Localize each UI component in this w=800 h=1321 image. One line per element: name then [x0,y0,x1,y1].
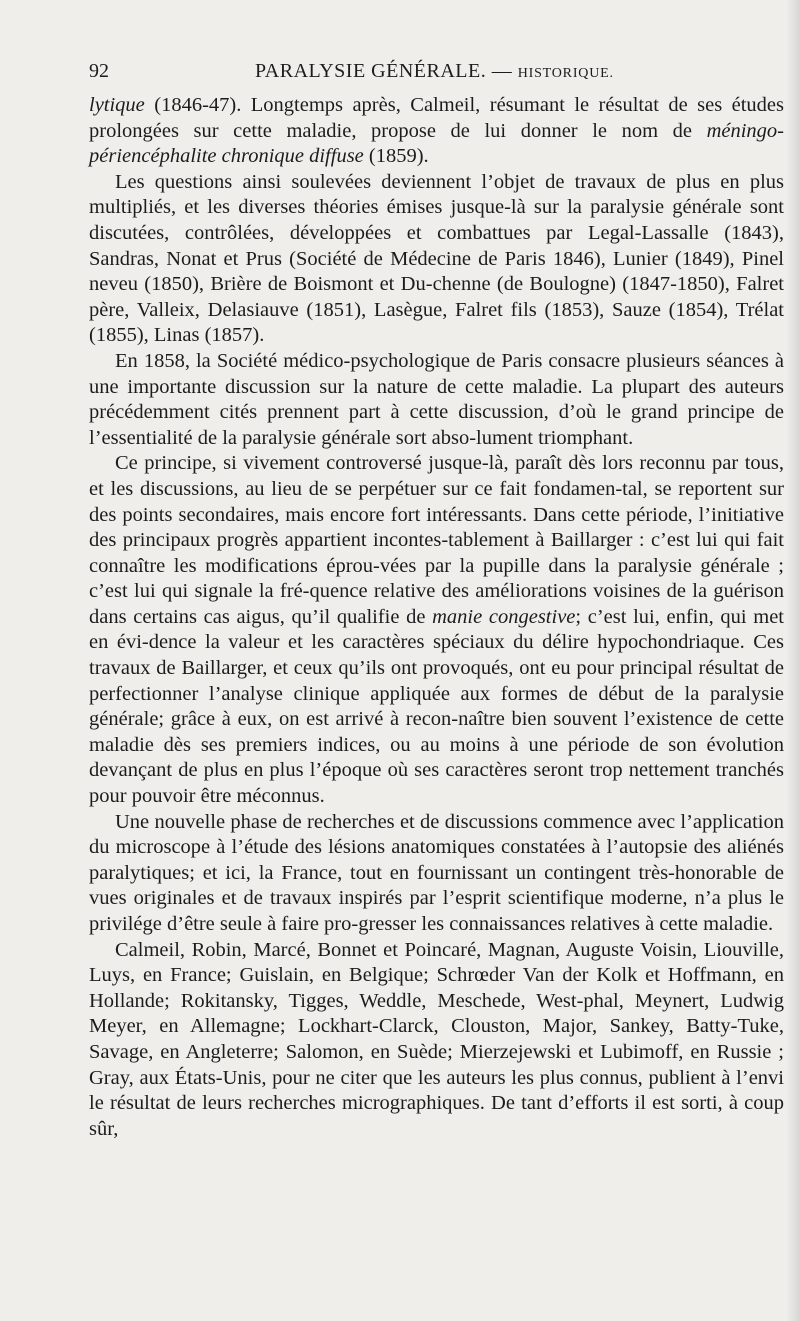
running-title-main: PARALYSIE GÉNÉRALE. [255,60,487,82]
paragraph-text: ; c’est lui, enfin, qui met en évi-dence la valeur et les caractères spéciaux du délire hypochondriaque. Ces travaux de Baillarger, et ceux qu’ils ont provoqués, ont eu pour principal résultat de perfectionner l’analyse clinique appliquée aux formes de début de la paralysie générale; grâce à eux, on est arrivé à recon-naître bien souvent l’existence de cette maladie dès ses premiers indices, ou au moins à une période de son évolution devançant de plus en plus l’époque où ses caractères seront trop nettement tranchés pour pouvoir être méconnus. [89,605,784,808]
italic-term: manie congestive [432,605,576,628]
paragraph-3: En 1858, la Société médico-psychologique de Paris consacre plusieurs séances à une importante discussion sur la nature de cette maladie. La plupart des auteurs précédemment cités prennent part à cette discussion, d’où le grand principe de l’essentialité de la paralysie générale sort abso-lument triomphant. [89,349,784,449]
running-title-sub: HISTORIQUE. [517,66,614,81]
italic-term: lytique [89,94,145,116]
paragraph-text: (1846-47). Longtemps après, Calmeil, résumant le résultat de ses études prolongées sur cette maladie, propose de lui donner le nom de [89,94,784,142]
italic-term: méningo-périencéphalite chronique diffuse [89,119,784,168]
paragraph-text: (1859). [363,145,429,168]
running-title [255,60,614,83]
paragraph-1 [89,93,784,170]
paragraph-5: Une nouvelle phase de recherches et de discussions commence avec l’application du microscope à l’étude des lésions anatomiques constatées à l’autopsie des aliénés paralytiques; et ici, la France, tout en fournissant un contingent très-honorable de vues originales et de travaux inspirés par l’esprit scientifique moderne, n’a plus le privilége d’être seule à faire pro-gresser les connaissances relatives à cette maladie. [89,810,784,935]
paragraph-4 [89,451,784,809]
paragraph-text: Ce principe, si vivement controversé jusque-là, paraît dès lors reconnu par tous, et les discussions, au lieu de se perpétuer sur ce fait fondamen-tal, se reportent sur des points secondaires, mais encore fort intéressants. Dans cette période, l’initiative des principaux progrès appartient incontes-tablement à Baillarger : c’est lui qui fait connaître les modifications éprou-vées par la pupille dans la paralysie générale ; c’est lui qui signale la fré-quence relative des améliorations voisines de la guérison dans certains cas aigus, qu’il qualifie de [89,452,784,628]
running-title-dash: — [491,60,513,82]
paragraph-2: Les questions ainsi soulevées deviennent l’objet de travaux de plus en plus multipliés, et les diverses théories émises jusque-là sur la paralysie générale sont discutées, contrôlées, développées et combattues par Legal-Lassalle (1843), Sandras, Nonat et Prus (Société de Médecine de Paris 1846), Lunier (1849), Pinel neveu (1850), Brière de Boismont et Du-chenne (de Boulogne) (1847-1850), Falret père, Valleix, Delasiauve (1851), Lasègue, Falret fils (1853), Sauze (1854), Trélat (1855), Linas (1857). [89,170,784,347]
page-header [89,60,789,86]
page-body [89,93,784,1142]
page-number: 92 [89,60,109,82]
paragraph-6: Calmeil, Robin, Marcé, Bonnet et Poincaré, Magnan, Auguste Voisin, Liouville, Luys, en France; Guislain, en Belgique; Schrœder Van der Kolk et Hoffmann, en Hollande; Rokitansky, Tigges, Weddle, Meschede, West-phal, Meynert, Ludwig Meyer, en Allemagne; Lockhart-Clarck, Clouston, Major, Sankey, Batty-Tuke, Savage, en Angleterre; Salomon, en Suède; Mierzejewski et Lubimoff, en Russie ; Gray, aux États-Unis, pour ne citer que les auteurs les plus connus, publient à l’envi le résultat de leurs recherches micrographiques. De tant d’efforts il est sorti, à coup sûr, [89,938,784,1140]
